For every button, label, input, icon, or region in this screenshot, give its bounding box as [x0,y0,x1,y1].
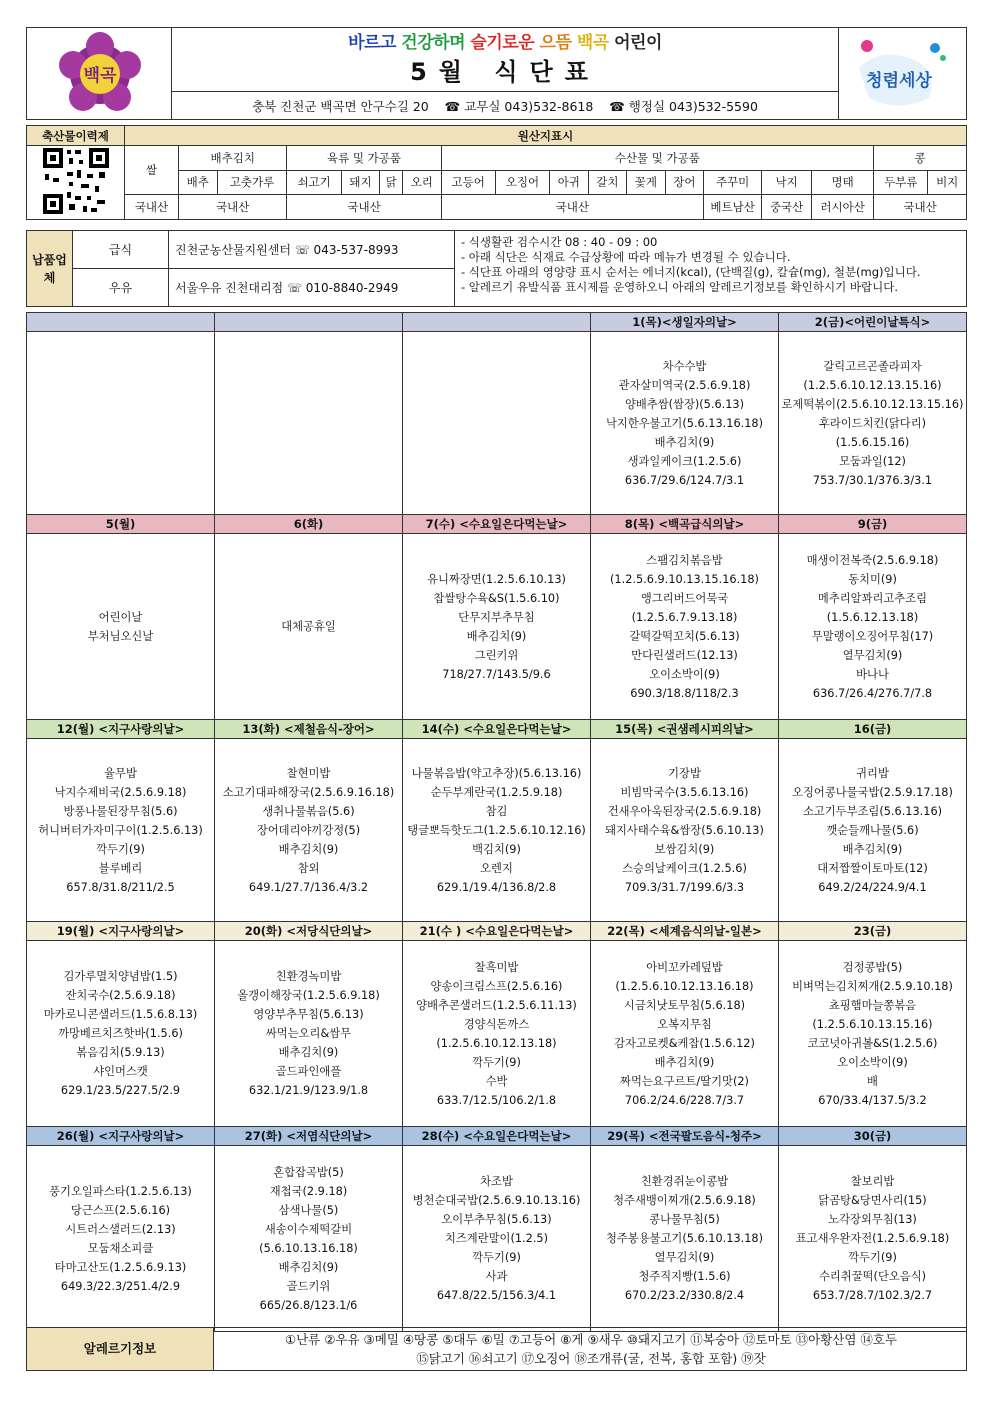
menu-item: (1.5.6.12.13.18) [826,610,919,624]
day-header: 19(월) <지구사랑의날> [27,922,215,941]
menu-item: 순두부계란국(1.2.5.9.18) [430,785,563,799]
day-menu-cell [779,534,967,720]
menu-item: 부처님오신날 [87,629,154,643]
week-menu-row [27,739,967,922]
menu-item: 차조밥 [480,1175,513,1188]
menu-item: 풍기오일파스타(1.2.5.6.13) [49,1184,192,1198]
menu-item: 753.7/30.1/376.3/3.1 [812,473,933,487]
supplier-table: 납품업체 급식 진천군농산물지원센터 ☏ 043-537-8993 - 식생활관 검수시간 08 : 40 - 09 : 00 - 아래 식단은 식재료 수급상황에 따라 메뉴가 변경될 수 있습니다. - 식단표 아래의 영양량 표시 순서는 에너지(kcal), (단백질(g), 칼슘(mg), 철분(mg)입니다. - 알레르기 유발식품 표시제를 운영하오니 아래의 알레르기정보를 확인하시기 바랍니다. 우유 서울우유 진천대리점 ☏ 010-8840-2949 [26,230,967,307]
menu-item: 649.1/27.7/136.4/3.2 [248,880,369,894]
menu-item: (1.2.5.6.7.9.13.18) [631,610,738,624]
day-header: 5(월) [27,515,215,534]
day-menu-cell [27,332,215,515]
day-menu-cell [403,534,591,720]
menu-item: 건새우아욱된장국(2.5.6.9.18) [607,804,762,818]
week-menu-row [27,1146,967,1332]
menu-item: 친환경쥐눈이콩밥 [640,1175,729,1188]
menu-item: 찰흑미밥 [474,960,519,974]
day-header [215,313,403,332]
menu-item: 배추김치(9) [842,842,903,856]
menu-item: 친환경녹미밥 [275,970,342,983]
menu-item: 골드파인애플 [275,1065,342,1078]
integrity-logo-icon [839,28,968,121]
day-header: 6(화) [215,515,403,534]
menu-item: 참외 [297,861,320,875]
menu-item: 샤인머스캣 [93,1065,148,1078]
page-title: 5월 식단표 [410,58,600,86]
day-header: 15(목) <권샘레시피의날> [591,720,779,739]
menu-item: 감자고로켓&케찹(1.5.6.12) [614,1036,755,1050]
day-menu-cell [215,534,403,720]
week-header-row [27,720,967,739]
menu-item: 아비꼬카레덮밥 [646,960,723,974]
menu-item: 배추김치(9) [278,842,339,856]
menu-item: 670.2/23.2/330.8/2.4 [624,1289,745,1302]
menu-item: (5.6.10.13.16.18) [259,1241,358,1255]
menu-item: 후라이드치킨(닭다리) [818,416,927,430]
menu-item: 싸먹는오리&쌈무 [265,1027,352,1040]
menu-item: 영양부추무침(5.6.13) [253,1008,364,1021]
menu-item: 706.2/24.6/228.7/3.7 [624,1093,745,1107]
menu-item: 백김치(9) [472,842,521,856]
menu-item: 짜먹는요구르트/딸기맛(2) [620,1074,749,1088]
menu-item: 632.1/21.9/123.9/1.8 [248,1084,369,1097]
day-header [403,313,591,332]
day-header: 2(금)<어린이날특식> [779,313,967,332]
school-emblem-cell [26,27,172,120]
menu-item: 649.2/24/224.9/4.1 [818,880,927,894]
menu-item: 모둠채소피클 [87,1241,154,1255]
day-menu-cell [403,1146,591,1332]
menu-item: 수박 [485,1074,508,1088]
week-menu-row [27,332,967,515]
integrity-logo-cell [838,27,967,120]
menu-item: 열무김치(9) [842,648,903,662]
menu-item: 오징어콩나물국밥(2.5.9.17.18) [792,785,953,799]
menu-item: (1.2.5.6.10.12.13.15.16) [803,378,942,392]
day-menu-cell [215,332,403,515]
menu-item: 비빔막국수(3.5.6.13.16) [620,785,749,799]
menu-item: 오이부추무침(5.6.13) [441,1213,552,1226]
day-menu-cell [591,332,779,515]
day-menu-cell [215,1146,403,1332]
menu-item: (1.2.5.6.10.12.13.16.18) [615,979,754,993]
menu-item: 찹쌀탕수육&S(1.5.6.10) [433,591,560,605]
menu-item: 볶음김치(5.9.13) [76,1046,165,1059]
menu-item: 탱글뽀득핫도그(1.2.5.6.10.12.16) [407,823,586,837]
allergy-line-1: ①난류 ②우유 ③메밀 ④땅콩 ⑤대두 ⑥밀 ⑦고등어 ⑧게 ⑨새우 ⑩돼지고기 ⑪복숭아 ⑫토마토 ⑬아황산염 ⑭호두 [284,1332,898,1347]
menu-item: 653.7/28.7/102.3/2.7 [812,1289,933,1302]
menu-item: 메추리알꽈리고추조림 [817,591,928,605]
school-contact [172,91,838,120]
menu-item: 열무김치(9) [654,1251,715,1264]
menu-item: 수리취꿀떡(단오음식) [818,1270,927,1283]
menu-item: 장어데리야끼강정(5) [256,823,361,837]
qr-code-icon [41,146,111,216]
menu-item: 665/26.8/123.1/6 [259,1298,358,1312]
day-header: 30(금) [779,1127,967,1146]
menu-item: 보쌈김치(9) [654,842,715,856]
menu-item: 청주새뱅이찌개(2.5.6.9.18) [613,1194,756,1207]
menu-item: 김가루멸치양념밥(1.5) [63,970,178,983]
menu-item: 표고새우완자전(1.2.5.6.9.18) [795,1232,950,1245]
menu-item: 어린이날 [98,610,143,624]
school-slogan: 바르고 건강하며 슬기로운 으뜸 백곡 어린이 [348,33,662,53]
origin-table: 축산물이력제 원산지표시 쌀 배추김치 육류 및 가공품 수산물 및 가공품 콩 배추 고춧가루 쇠고기 돼지 닭 오리 고등어 오징어 아귀 갈치 꽃게 장어 주꾸미 낙지 명태 두부류 비지 국내산 국내산 국내산 국내산 베트남산 중국산 러시아산 국내산 [26,125,967,220]
week-header-row [27,313,967,332]
menu-item: 709.3/31.7/199.6/3.3 [624,880,745,894]
menu-item: 양배추쌈(쌈장)(5.6.13) [624,397,745,411]
livestock-label: 축산물이력제 [27,126,125,146]
day-header: 9(금) [779,515,967,534]
milk-vendor: 서울우유 진천대리점 ☏ 010-8840-2949 [169,269,455,307]
day-menu-cell [27,1146,215,1332]
menu-item: 바나나 [856,667,889,681]
menu-item: 647.8/22.5/156.3/4.1 [436,1289,557,1302]
menu-item: 그린키위 [474,648,519,662]
menu-item: 매생이전복죽(2.5.6.9.18) [806,553,939,567]
day-header: 8(목) <백곡급식의날> [591,515,779,534]
day-header: 7(수) <수요일은다먹는날> [403,515,591,534]
menu-item: 스승의날케이크(1.2.5.6) [622,861,747,875]
menu-item: 대저짭짤이토마토(12) [817,861,928,875]
menu-item: 636.7/26.4/276.7/7.8 [812,686,933,700]
menu-calendar [26,312,967,1332]
menu-item: 629.1/23.5/227.5/2.9 [60,1084,181,1097]
menu-item: 718/27.7/143.5/9.6 [442,667,551,681]
menu-item: 참김 [485,804,508,818]
notice-list: - 식생활관 검수시간 08 : 40 - 09 : 00 - 아래 식단은 식재료 수급상황에 따라 메뉴가 변경될 수 있습니다. - 식단표 아래의 영양량 표시 순서는 에너지(kcal), (단백질(g), 칼슘(mg), 철분(mg)입니다. - 알레르기 유발식품 표시제를 운영하오니 아래의 알레르기정보를 확인하시기 바랍니다. [455,231,967,307]
rice-label: 쌀 [125,146,179,195]
menu-item: 나물볶음밥(약고추장)(5.6.13.16) [411,766,582,780]
day-menu-cell [591,1146,779,1332]
menu-item: (1.2.5.6.10.13.15.16) [812,1017,933,1031]
teacher-office-phone: ☎ 교무실 043)532-8618 [444,99,594,114]
menu-item: 배추김치(9) [654,1055,715,1069]
menu-item: 시금치낫토무침(5.6.18) [623,998,746,1012]
day-header [27,313,215,332]
menu-item: 소고기두부조림(5.6.13.16) [802,804,943,818]
menu-item: 청주직지빵(1.5.6) [638,1270,731,1283]
day-menu-cell [591,739,779,922]
day-menu-cell [403,941,591,1127]
kimchi-label: 배추김치 [179,146,287,171]
menu-item: 갈릭고르곤졸라피자 [823,359,922,373]
week-menu-row [27,941,967,1127]
menu-item: 대체공휴일 [281,620,336,633]
allergy-line-2: ⑮닭고기 ⑯쇠고기 ⑰오징어 ⑱조개류(굴, 전복, 홍합 포함) ⑲잣 [416,1351,766,1366]
menu-item: 모둠과일(12) [839,454,906,468]
allergy-label: 알레르기정보 [27,1328,214,1370]
day-header: 23(금) [779,922,967,941]
menu-item: 오이소박이(9) [649,667,720,681]
menu-item: 당근스프(2.5.6.16) [70,1203,171,1217]
menu-item: 경양식돈까스 [463,1017,530,1031]
menu-item: 재첩국(2.9.18) [269,1184,348,1198]
menu-item: (1.2.5.6.9.10.13.15.16.18) [610,572,759,586]
day-header: 14(수) <수요일은다먹는날> [403,720,591,739]
day-menu-cell [591,941,779,1127]
qr-code-cell [27,146,125,220]
menu-item: 636.7/29.6/124.7/3.1 [624,473,745,487]
menu-item: 콩나물무침(5) [649,1213,720,1226]
menu-item: 코코넛아귀볼&S(1.2.5.6) [807,1036,938,1050]
day-menu-cell [779,941,967,1127]
menu-item: 기장밥 [668,766,701,780]
school-emblem-icon [27,28,173,121]
menu-item: 귀리밥 [856,766,889,780]
day-header: 22(목) <세계음식의날-일본> [591,922,779,941]
allergy-info [26,1327,967,1371]
menu-item: (1.2.5.6.10.12.13.18) [436,1036,557,1050]
day-menu-cell [27,534,215,720]
menu-item: 청주봉용불고기(5.6.10.13.18) [605,1232,764,1245]
day-header: 29(목) <전국팔도음식-청주> [591,1127,779,1146]
menu-item: 동치미(9) [848,572,897,586]
seafood-label: 수산물 및 가공품 [441,146,874,171]
menu-item: 깻순들깨나물(5.6) [826,823,919,837]
supplier-label: 납품업체 [27,231,73,307]
menu-item: 오이소박이(9) [837,1055,908,1069]
day-menu-cell [27,739,215,922]
day-menu-cell [403,739,591,922]
bean-label: 콩 [874,146,967,171]
menu-item: 양배추콘샐러드(1.2.5.6.11.13) [416,998,577,1012]
menu-item: 만다린샐러드(12.13) [631,648,738,662]
day-menu-cell [779,1146,967,1332]
menu-item: 까망베르치즈핫바(1.5.6) [58,1027,183,1040]
menu-item: 배추김치(9) [466,629,527,643]
menu-item: 율무밥 [104,766,137,780]
menu-item: 690.3/18.8/118/2.3 [630,686,739,700]
week-menu-row [27,534,967,720]
menu-item: 방풍나물된장무침(5.6) [63,804,178,818]
menu-item: 새송이수제떡갈비 [264,1222,353,1236]
admin-office-phone: ☎ 행정실 043)532-5590 [609,99,758,114]
emblem-text: 백곡 [83,66,117,86]
menu-item: 시트러스샐러드(2.13) [65,1222,176,1236]
day-header: 1(목)<생일자의날> [591,313,779,332]
menu-item: 찰현미밥 [286,766,331,780]
week-header-row [27,515,967,534]
meal-vendor: 진천군농산물지원센터 ☏ 043-537-8993 [169,231,455,269]
menu-item: 생과일케이크(1.2.5.6) [627,454,742,468]
meat-label: 육류 및 가공품 [287,146,441,171]
menu-item: 관자살미역국(2.5.6.9.18) [618,378,751,392]
menu-item: 돼지사태수육&쌈장(5.6.10.13) [605,823,764,837]
menu-item: 배추김치(9) [654,435,715,449]
day-menu-cell [27,941,215,1127]
day-header: 27(화) <저염식단의날> [215,1127,403,1146]
integrity-logo-text: 청렴세상 [866,71,932,91]
menu-item: 찰보리밥 [850,1175,895,1188]
menu-item: 깍두기(9) [472,1055,521,1069]
menu-item: 닭곰탕&당면사리(15) [818,1194,927,1207]
menu-item: 오복지무침 [657,1017,712,1031]
menu-item: 올갱이해장국(1.2.5.6.9.18) [237,989,380,1002]
day-menu-cell [215,739,403,922]
menu-item: 배추김치(9) [278,1260,339,1274]
day-header: 20(화) <저당식단의날> [215,922,403,941]
menu-item: 낙지수제비국(2.5.6.9.18) [54,785,187,799]
day-header: 12(월) <지구사랑의날> [27,720,215,739]
menu-item: 혼합잡곡밥(5) [273,1165,344,1179]
menu-item: 블루베리 [98,861,143,875]
day-menu-cell [779,739,967,922]
menu-item: 670/33.4/137.5/3.2 [818,1093,927,1107]
menu-item: 양송이크림스프(2.5.6.16) [430,979,563,993]
menu-item: 노각장외무침(13) [828,1213,917,1226]
day-menu-cell [779,332,967,515]
menu-item: 갈떡갈떡꼬치(5.6.13) [629,629,740,643]
menu-item: 소고기대파해장국(2.5.6.9.16.18) [222,785,395,799]
day-menu-cell [591,534,779,720]
school-address: 충북 진천군 백곡면 안구수길 20 [252,99,429,114]
menu-item: 629.1/19.4/136.8/2.8 [436,880,557,894]
menu-item: 사과 [485,1270,508,1283]
day-header: 21(수 ) <수요일은다먹는날> [403,922,591,941]
day-menu-cell [215,941,403,1127]
menu-item: 허니버터가자미구이(1.2.5.6.13) [38,823,203,837]
menu-item: 유니짜장면(1.2.5.6.10.13) [427,572,566,586]
menu-item: 앵그리버드어묵국 [640,591,729,605]
menu-item: 깍두기(9) [848,1251,897,1264]
day-header: 28(수) <수요일은다먹는날> [403,1127,591,1146]
week-header-row [27,922,967,941]
menu-item: 배추김치(9) [278,1046,339,1059]
menu-item: 잔치국수(2.5.6.9.18) [65,989,176,1002]
menu-item: 오렌지 [480,861,513,875]
menu-item: 633.7/12.5/106.2/1.8 [436,1093,557,1107]
menu-item: 무말랭이오징어무침(17) [811,629,934,643]
day-menu-cell [403,332,591,515]
menu-item: 마카로니콘샐러드(1.5.6.8.13) [43,1008,198,1021]
menu-item: 검정콩밥(5) [842,960,903,974]
menu-item: 생취나물볶음(5.6) [262,804,355,818]
menu-item: (1.5.6.15.16) [835,435,910,449]
menu-item: 깍두기(9) [96,842,145,856]
menu-item: 병천순대국밥(2.5.6.9.10.13.16) [412,1194,581,1207]
menu-item: 649.3/22.3/251.4/2.9 [60,1279,181,1293]
menu-item: 단무지부추무침 [458,610,535,624]
menu-item: 657.8/31.8/211/2.5 [66,880,175,894]
menu-item: 삼색나물(5) [278,1203,339,1217]
menu-item: 비벼먹는김치찌개(2.5.9.10.18) [792,979,953,993]
menu-item: 스팸김치볶음밥 [646,553,723,567]
menu-item: 골드키위 [286,1279,331,1293]
day-header: 16(금) [779,720,967,739]
menu-item: 타마고산도(1.2.5.6.9.13) [54,1260,187,1274]
menu-item: 쵸핑햄마늘쫑볶음 [828,998,917,1012]
week-header-row [27,1127,967,1146]
menu-item: 깍두기(9) [472,1251,521,1264]
menu-item: 배 [867,1074,878,1088]
menu-item: 로제떡볶이(2.5.6.10.12.13.15.16) [781,397,964,411]
menu-item: 차수수밥 [662,359,707,373]
day-header: 13(화) <제철음식-장어> [215,720,403,739]
menu-item: 낙지한우불고기(5.6.13.16.18) [605,416,764,430]
menu-item: 치즈계란말이(1.2.5) [444,1232,549,1245]
day-header: 26(월) <지구사랑의날> [27,1127,215,1146]
origin-label: 원산지표시 [125,126,967,146]
